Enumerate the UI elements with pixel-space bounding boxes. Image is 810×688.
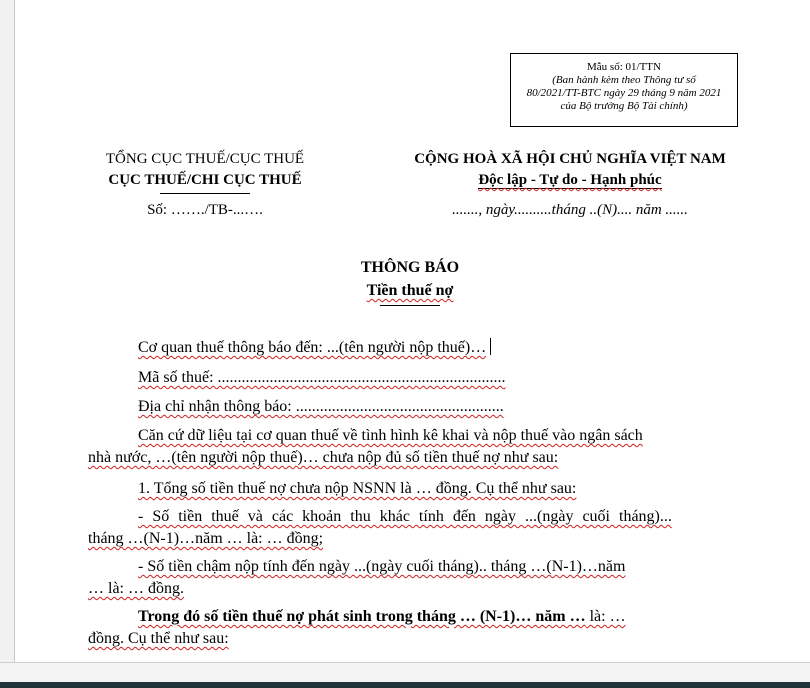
sub-agency-name: CỤC THUẾ/CHI CỤC THUẾ	[108, 172, 302, 188]
agency-divider	[160, 193, 250, 194]
item-1a-line-2	[88, 530, 323, 548]
country-name: CỘNG HOÀ XÃ HỘI CHỦ NGHĨA VIỆT NAM	[414, 151, 726, 167]
basis-paragraph-line-2	[88, 449, 558, 467]
text-cursor	[490, 338, 491, 355]
item-1a-text-2: tháng …(N-1)…năm … là: … đồng;	[88, 530, 324, 547]
item-1a-line-1	[138, 508, 672, 526]
inclusion-text-2: đồng. Cụ thể như sau:	[88, 630, 229, 647]
document-number: Số: ……./TB-...….	[147, 202, 263, 218]
basis-paragraph-line-1	[138, 427, 643, 445]
motto-text: Độc lập - Tự do - Hạnh phúc	[478, 172, 662, 188]
address-line	[138, 398, 504, 416]
title-divider	[380, 305, 440, 306]
tax-code-text: Mã số thuế: ........................................................................	[138, 369, 506, 386]
form-ministry-line: của Bộ trưởng Bộ Tài chính)	[560, 100, 688, 112]
agency-name: TỔNG CỤC THUẾ/CỤC THUẾ	[105, 151, 305, 167]
form-number: Mẫu số: 01/TTN	[587, 61, 661, 73]
document-subtitle-text: Tiền thuế nợ	[366, 282, 454, 299]
date-line: ......., ngày..........tháng ..(N).... năm ......	[452, 202, 688, 218]
recipient-text: Cơ quan thuế thông báo đến: ...(tên người nộp thuế)…	[138, 339, 487, 356]
motto	[380, 172, 760, 189]
horizontal-scroll-area[interactable]	[0, 662, 810, 683]
recipient-line	[138, 338, 491, 357]
address-text: Địa chỉ nhận thông báo: ....................................................	[138, 398, 504, 415]
document-title: THÔNG BÁO	[360, 259, 460, 276]
inclusion-line-2	[88, 630, 229, 648]
item-1-total-text: 1. Tổng số tiền thuế nợ chưa nộp NSNN là … đồng. Cụ thể như sau:	[138, 480, 577, 497]
document-page[interactable]	[15, 0, 810, 662]
item-1b-line-2	[88, 580, 184, 598]
inclusion-bold-text: Trong đó số tiền thuế nợ phát sinh trong tháng … (N-1)… năm …	[138, 608, 586, 625]
basis-text-1: Căn cứ dữ liệu tại cơ quan thuế về tình hình kê khai và nộp thuế vào ngân sách	[138, 427, 643, 444]
tax-code-line	[138, 369, 506, 387]
item-1a-text-1: - Số tiền thuế và các khoản thu khác tính đến ngày ...(ngày cuối tháng)...	[138, 508, 672, 525]
item-1b-text-1: - Số tiền chậm nộp tính đến ngày ...(ngày cuối tháng).. tháng …(N-1)…năm	[138, 558, 626, 575]
basis-text-2: nhà nước, …(tên người nộp thuế)… chưa nộp đủ số tiền thuế nợ như sau:	[88, 449, 559, 466]
item-1b-line-1	[138, 558, 625, 576]
form-issued-by-line: (Ban hành kèm theo Thông tư số	[552, 74, 696, 86]
inclusion-tail-text: là: …	[585, 608, 626, 625]
taskbar	[0, 682, 810, 688]
document-subtitle	[265, 282, 555, 300]
form-circular-line: 80/2021/TT-BTC ngày 29 tháng 9 năm 2021	[526, 87, 722, 99]
inclusion-line-1	[138, 608, 626, 626]
item-1b-text-2: … là: … đồng.	[88, 580, 184, 597]
document-left-margin	[0, 0, 15, 662]
form-number-box	[510, 53, 738, 127]
item-1-total	[138, 480, 576, 498]
